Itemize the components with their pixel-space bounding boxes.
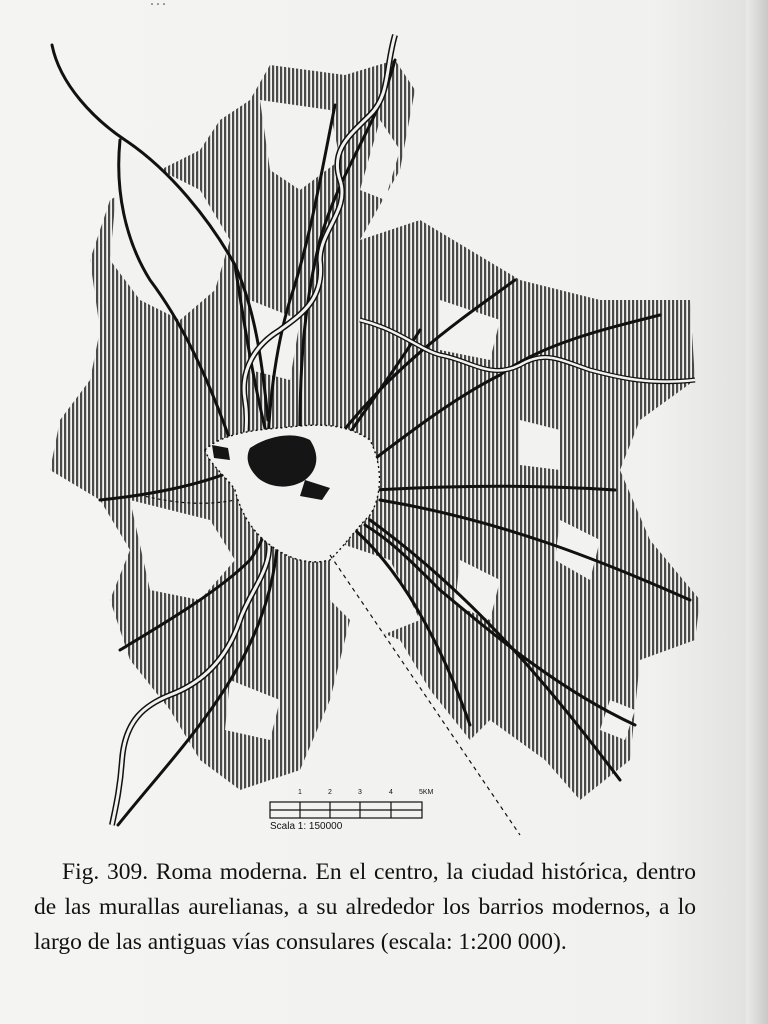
scale-tick-label: 3 — [358, 789, 362, 796]
scale-tick-label: 2 — [328, 789, 332, 796]
scale-tick-label: 1 — [298, 789, 302, 796]
caption-text: Roma moderna. En el centro, la ciudad histórica, dentro de las murallas aurelianas, a su alrededor los barrios modernos, a lo largo de las antiguas vías consulares (escala: 1:200 000). — [34, 859, 696, 955]
scale-tick-label: 5KM — [419, 789, 434, 796]
page-header-fragment: ... — [150, 0, 168, 9]
figure-number: Fig. 309. — [62, 859, 149, 885]
scale-tick-label: 4 — [389, 789, 393, 796]
scale-bar — [270, 802, 422, 818]
figure-caption — [34, 855, 696, 960]
scale-label: Scala 1: 150000 — [270, 821, 343, 832]
